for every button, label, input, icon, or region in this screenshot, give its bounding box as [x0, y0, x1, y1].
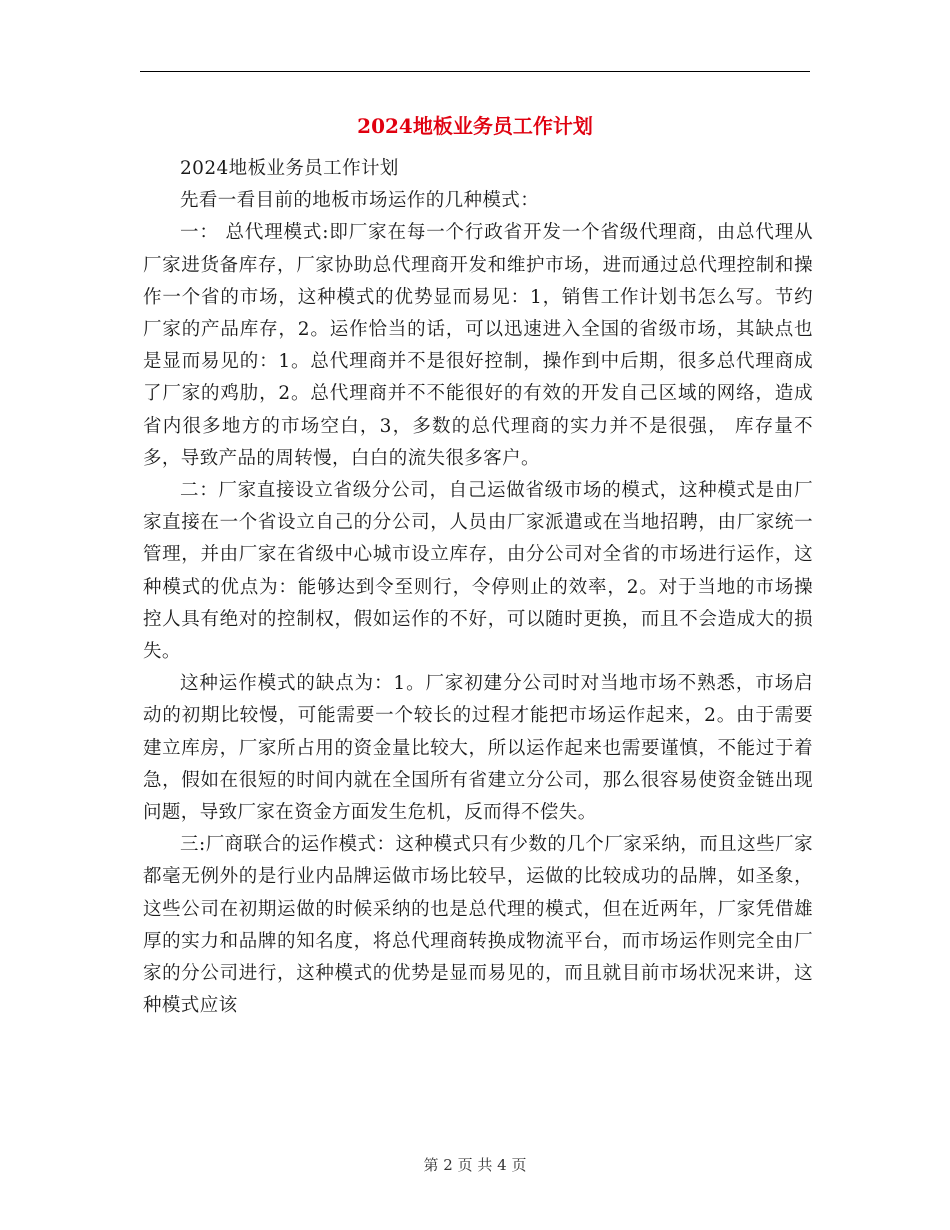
page-number-footer: 第 2 页 共 4 页: [423, 1156, 527, 1174]
document-body: [143, 153, 813, 1022]
paragraph-mode-1: 一： 总代理模式:即厂家在每一个行政省开发一个省级代理商，由总代理从厂家进货备库存，厂家协助总代理商开发和维护市场，进而通过总代理控制和操作一个省的市场，这种模式的优势显而易见：1，销售工作计划书怎么写。节约厂家的产品库存，2。运作恰当的话，可以迅速进入全国的省级市场，其缺点也是显而易见的：1。总代理商并不是很好控制，操作到中后期，很多总代理商成了厂家的鸡肋，2。总代理商并不不能很好的有效的开发自己区域的网络，造成省内很多地方的市场空白，3，多数的总代理商的实力并不是很强， 库存量不多，导致产品的周转慢，白白的流失很多客户。: [143, 222, 813, 469]
paragraph-mode-2: 二：厂家直接设立省级分公司，自己运做省级市场的模式，这种模式是由厂家直接在一个省设立自己的分公司，人员由厂家派遣或在当地招聘，由厂家统一管理，并由厂家在省级中心城市设立库存，由分公司对全省的市场进行运作，这种模式的优点为：能够达到令至则行，令停则止的效率，2。对于当地的市场操控人具有绝对的控制权，假如运作的不好，可以随时更换，而且不会造成大的损失。: [143, 480, 813, 663]
header-rule: [140, 71, 810, 72]
paragraph-intro: 先看一看目前的地板市场运作的几种模式：: [180, 190, 540, 212]
paragraph-mode-2-drawbacks: 这种运作模式的缺点为：1。厂家初建分公司时对当地市场不熟悉，市场启动的初期比较慢，可能需要一个较长的过程才能把市场运作起来，2。由于需要建立库房，厂家所占用的资金量比较大，所以运作起来也需要谨慎，不能过于着急，假如在很短的时间内就在全国所有省建立分公司，那么很容易使资金链出现问题，导致厂家在资金方面发生危机，反而得不偿失。: [143, 673, 813, 824]
paragraph-mode-3: 三:厂商联合的运作模式：这种模式只有少数的几个厂家采纳，而且这些厂家都毫无例外的是行业内品牌运做市场比较早，运做的比较成功的品牌，如圣象，这些公司在初期运做的时候采纳的也是总代理的模式，但在近两年，厂家凭借雄厚的实力和品牌的知名度，将总代理商转换成物流平台，而市场运作则完全由厂家的分公司进行，这种模式的优势是显而易见的，而且就目前市场状况来讲，这种模式应该: [143, 834, 813, 1017]
document-title: 2024地板业务员工作计划: [357, 114, 593, 138]
paragraph-heading-repeat: 2024地板业务员工作计划: [180, 158, 399, 179]
